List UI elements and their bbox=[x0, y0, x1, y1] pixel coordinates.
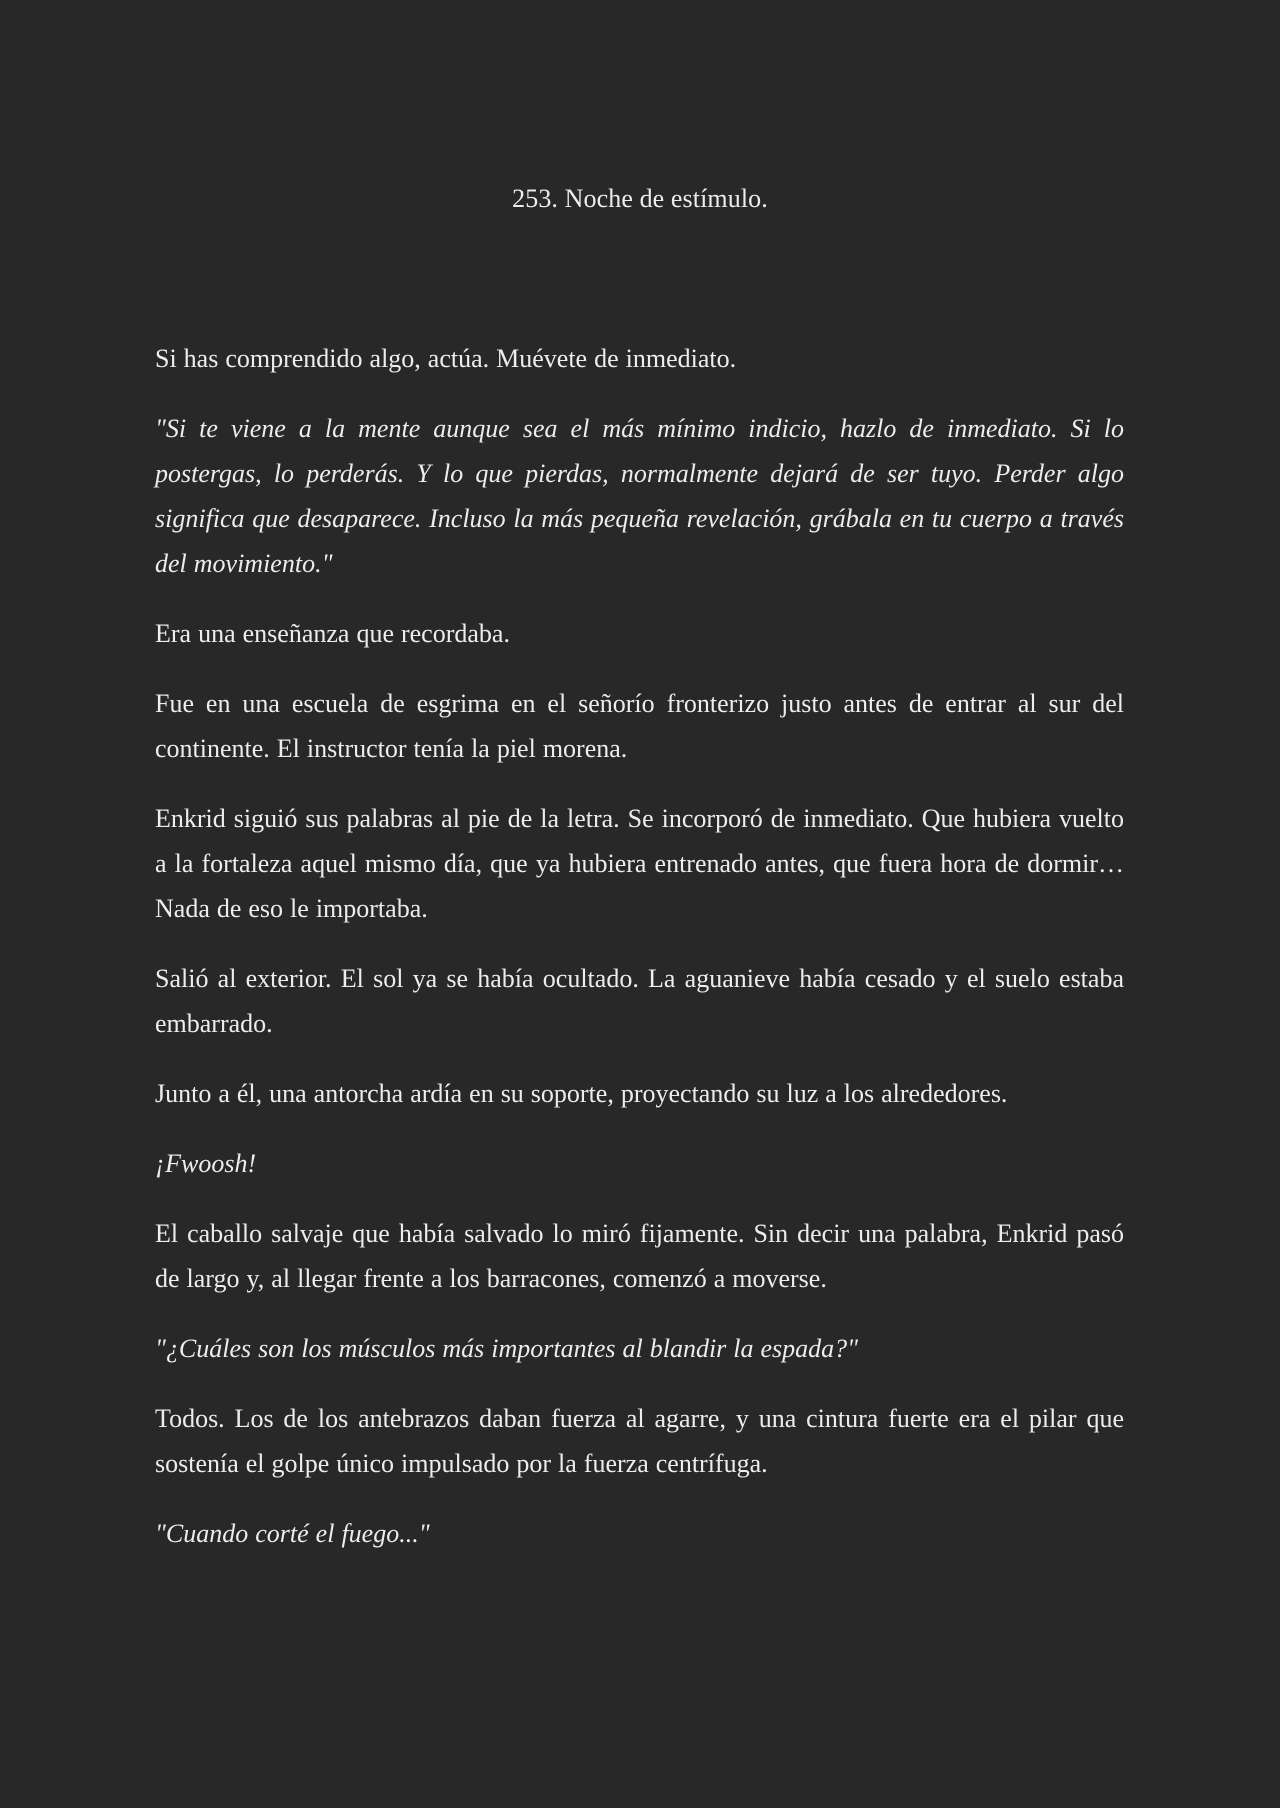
paragraph: Todos. Los de los antebrazos daban fuerza al agarre, y una cintura fuerte era el pilar que sostenía el golpe único impulsado por la fuerza centrífuga. bbox=[155, 1404, 1124, 1478]
chapter-body bbox=[155, 336, 1124, 1581]
paragraph: Fue en una escuela de esgrima en el señorío fronterizo justo antes de entrar al sur del continente. El instructor tenía la piel morena. bbox=[155, 689, 1124, 763]
paragraph-quote: "Si te viene a la mente aunque sea el más mínimo indicio, hazlo de inmediato. Si lo postergas, lo perderás. Y lo que pierdas, normalmente dejará de ser tuyo. Perder algo significa que desaparece. Incluso la más pequeña revelación, grábala en tu cuerpo a través del movimiento." bbox=[155, 414, 1124, 578]
paragraph: Junto a él, una antorcha ardía en su soporte, proyectando su luz a los alrededores. bbox=[155, 1079, 1008, 1108]
paragraph: El caballo salvaje que había salvado lo miró fijamente. Sin decir una palabra, Enkrid pasó de largo y, al llegar frente a los barracones, comenzó a moverse. bbox=[155, 1219, 1124, 1293]
chapter-title: 253. Noche de estímulo. bbox=[512, 184, 768, 213]
paragraph-sound-effect: ¡Fwoosh! bbox=[155, 1149, 257, 1178]
paragraph-quote: "Cuando corté el fuego..." bbox=[155, 1519, 430, 1548]
paragraph: Era una enseñanza que recordaba. bbox=[155, 619, 510, 648]
paragraph: Salió al exterior. El sol ya se había ocultado. La aguanieve había cesado y el suelo estaba embarrado. bbox=[155, 964, 1124, 1038]
paragraph-quote: "¿Cuáles son los músculos más importantes al blandir la espada?" bbox=[155, 1334, 859, 1363]
paragraph: Enkrid siguió sus palabras al pie de la letra. Se incorporó de inmediato. Que hubiera vuelto a la fortaleza aquel mismo día, que ya hubiera entrenado antes, que fuera hora de dormir… Nada de eso le importaba. bbox=[155, 804, 1124, 923]
paragraph: Si has comprendido algo, actúa. Muévete de inmediato. bbox=[155, 344, 737, 373]
